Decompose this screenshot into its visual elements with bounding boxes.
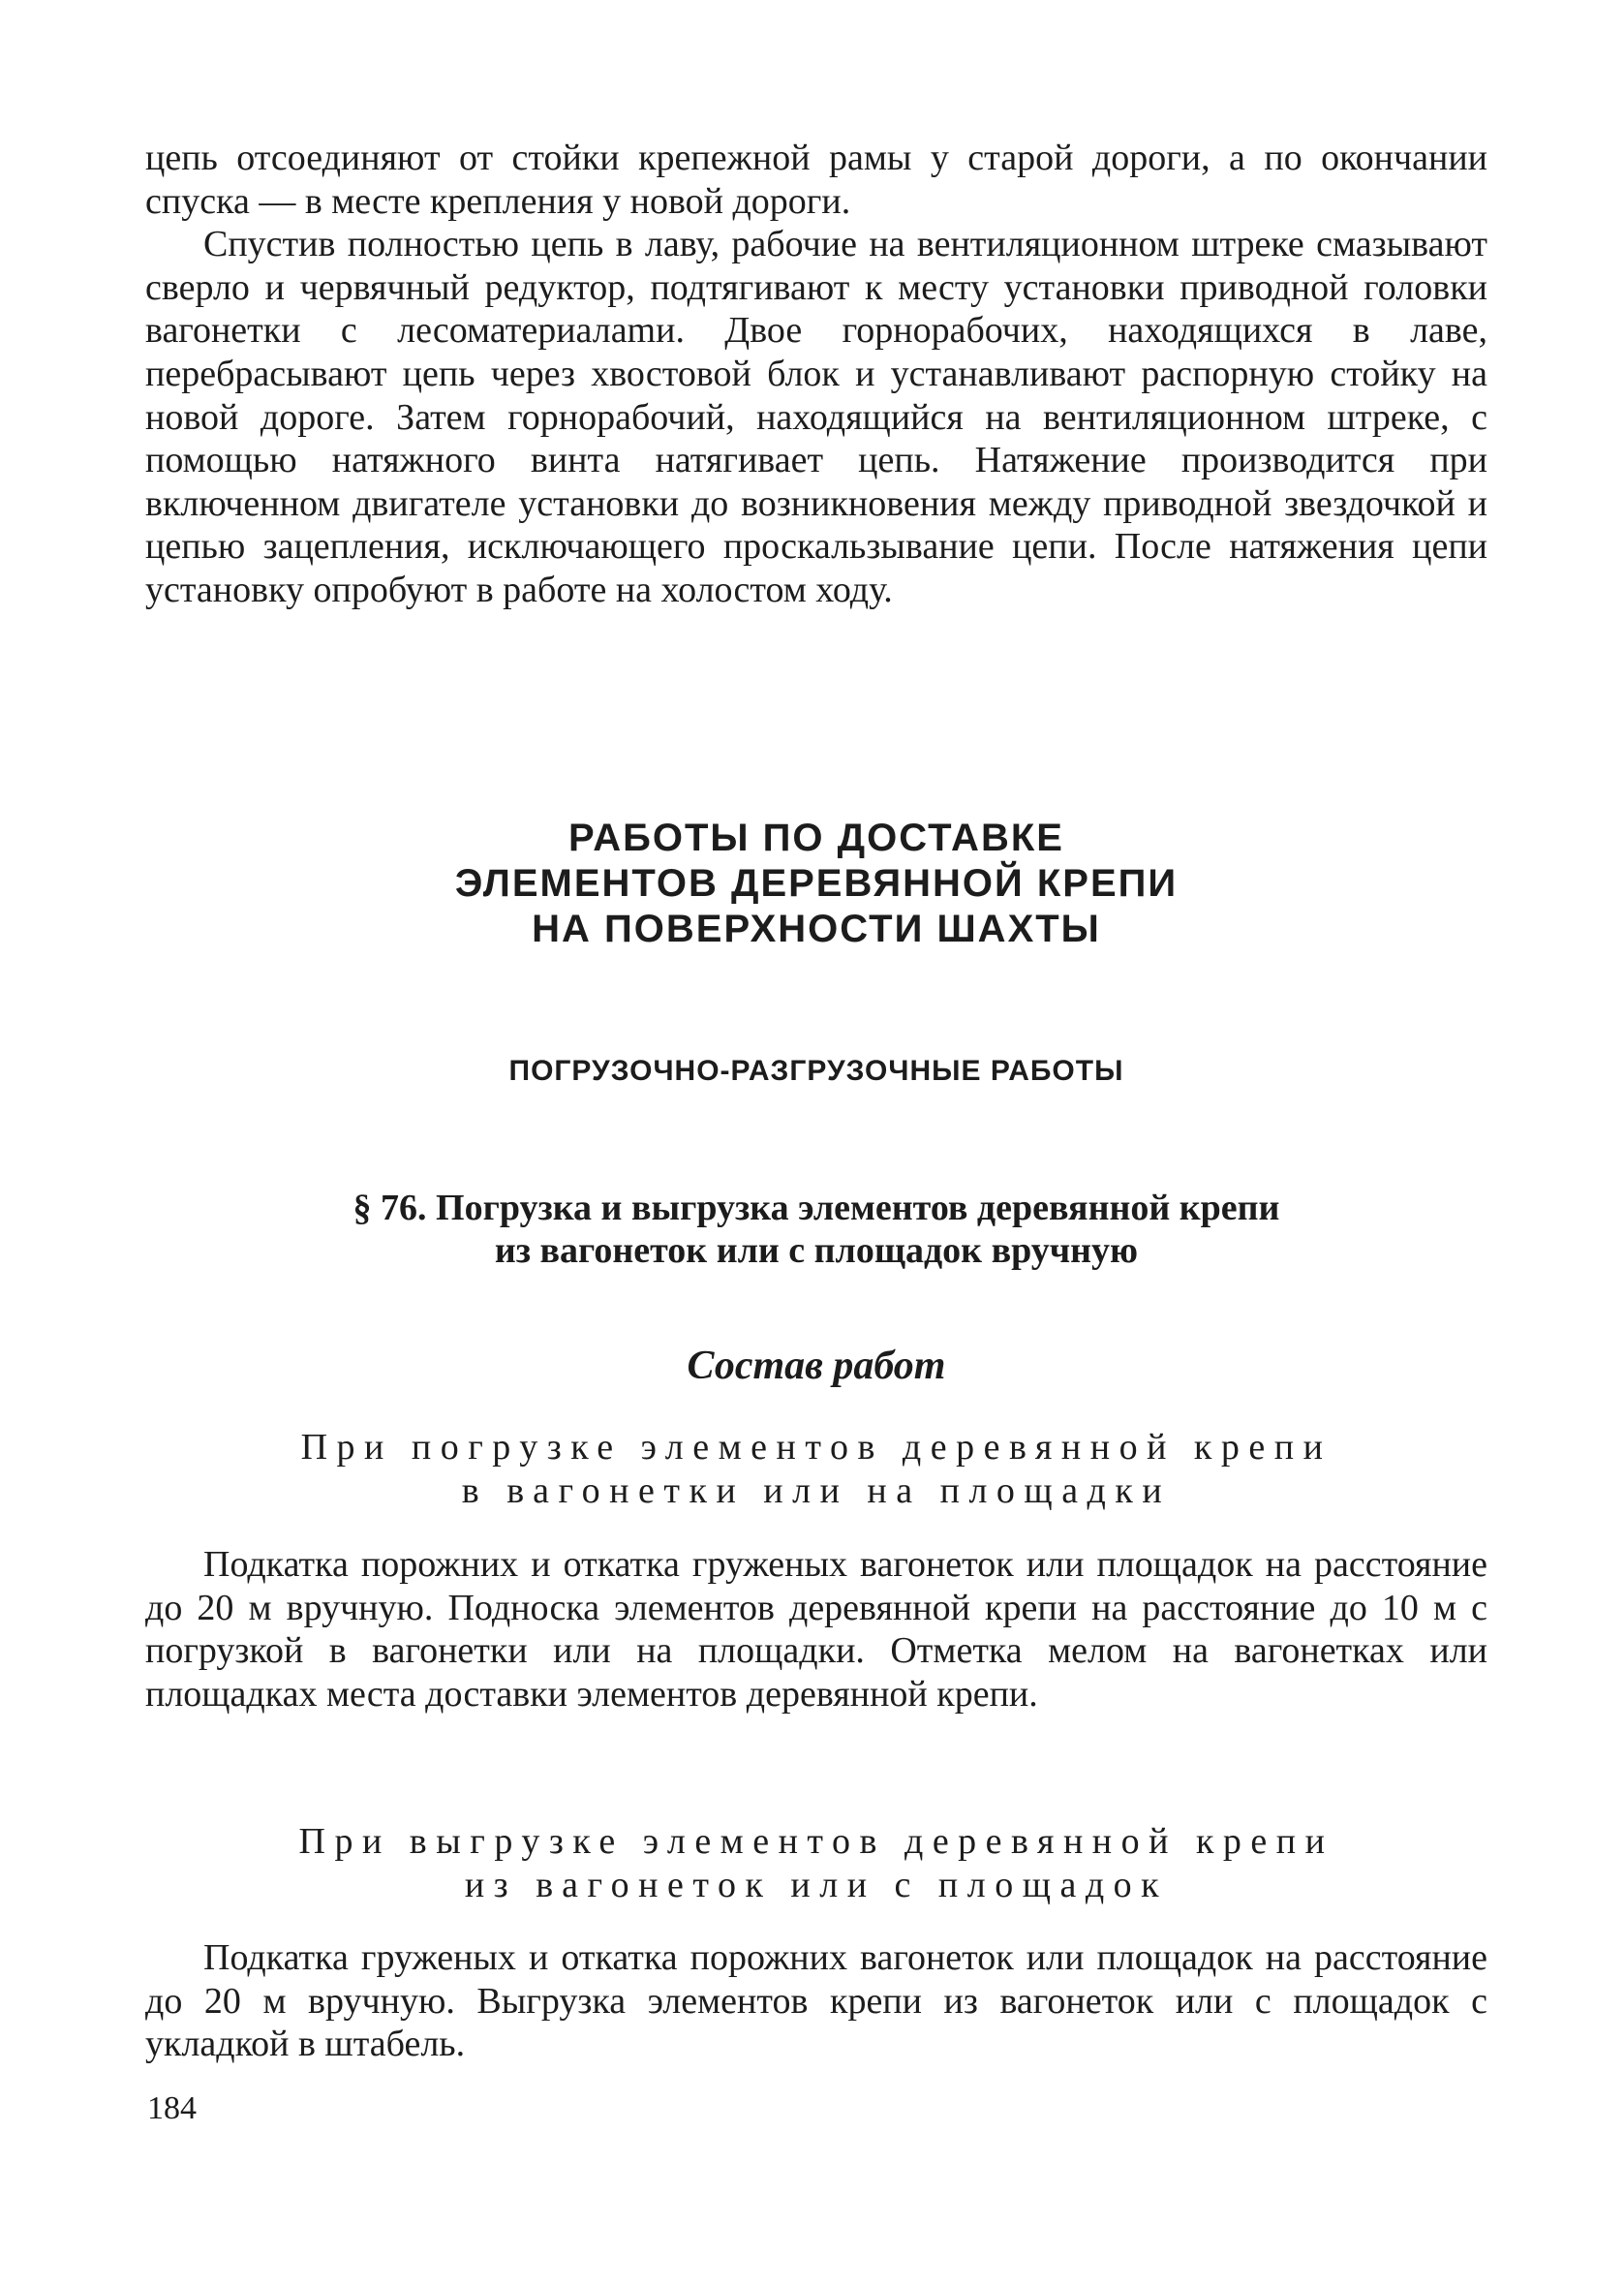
composition-of-work-heading: Состав работ	[687, 1344, 946, 1388]
loading-text-block	[145, 1543, 1487, 1716]
loading-heading: При погрузке элементов деревянной крепи в вагонетки или на площадки	[300, 1427, 1333, 1511]
unloading-heading: При выгрузке элементов деревянной крепи из вагонеток или с площадок	[298, 1821, 1334, 1905]
chain-tensioning-paragraph: Спустив полностью цепь в лаву, рабочие на вентиляционном штреке смазывают сверло и червячный редуктор, подтягивают к месту установки приводной головки вагонетки с лесоматериалаmи. Двое горнорабочих, находящихся в лаве, перебрасывают цепь через хвостовой блок и устанавливают распорную стойку на новой дороге. Затем горнорабочий, находящийся на вентиляционном штреке, с помощью натяжного винта натягивает цепь. Натяжение производится при включенном двигателе установки до возникновения между приводной звездочкой и цепью зацепления, исключающего проскальзывание цепи. После натяжения цепи установку опробуют в работе на холостом ходу.	[145, 224, 1487, 610]
loading-paragraph: Подкатка порожних и откатка груженых вагонеток или площадок на расстояние до 20 м вручную. Подноска элементов деревянной крепи на расстояние до 10 м с погрузкой в вагонетки или на площадки. Отметка мелом на вагонетках или площадках места доставки элементов деревянной крепи.	[145, 1544, 1487, 1715]
section-heading: § 76. Погрузка и выгрузка элементов деревянной крепи из вагонеток или с площадок вручную	[352, 1188, 1280, 1271]
top-text-block	[145, 137, 1487, 612]
page-number: 184	[147, 2090, 197, 2126]
unloading-paragraph: Подкатка груженых и откатка порожних вагонеток или площадок на расстояние до 20 м вручную. Выгрузка элементов крепи из вагонеток или с площадок с укладкой в штабель.	[145, 1937, 1487, 2065]
unloading-text-block	[145, 1936, 1487, 2066]
continuation-paragraph: цепь отсоединяют от стойки крепежной рамы у старой дороги, а по окончании спуска — в месте крепления у новой дороги.	[145, 138, 1487, 222]
chapter-heading: РАБОТЫ ПО ДОСТАВКЕ ЭЛЕМЕНТОВ ДЕРЕВЯННОЙ КРЕПИ НА ПОВЕРХНОСТИ ШАХТЫ	[454, 817, 1179, 950]
subchapter-heading: ПОГРУЗОЧНО-РАЗГРУЗОЧНЫЕ РАБОТЫ	[508, 1055, 1124, 1087]
